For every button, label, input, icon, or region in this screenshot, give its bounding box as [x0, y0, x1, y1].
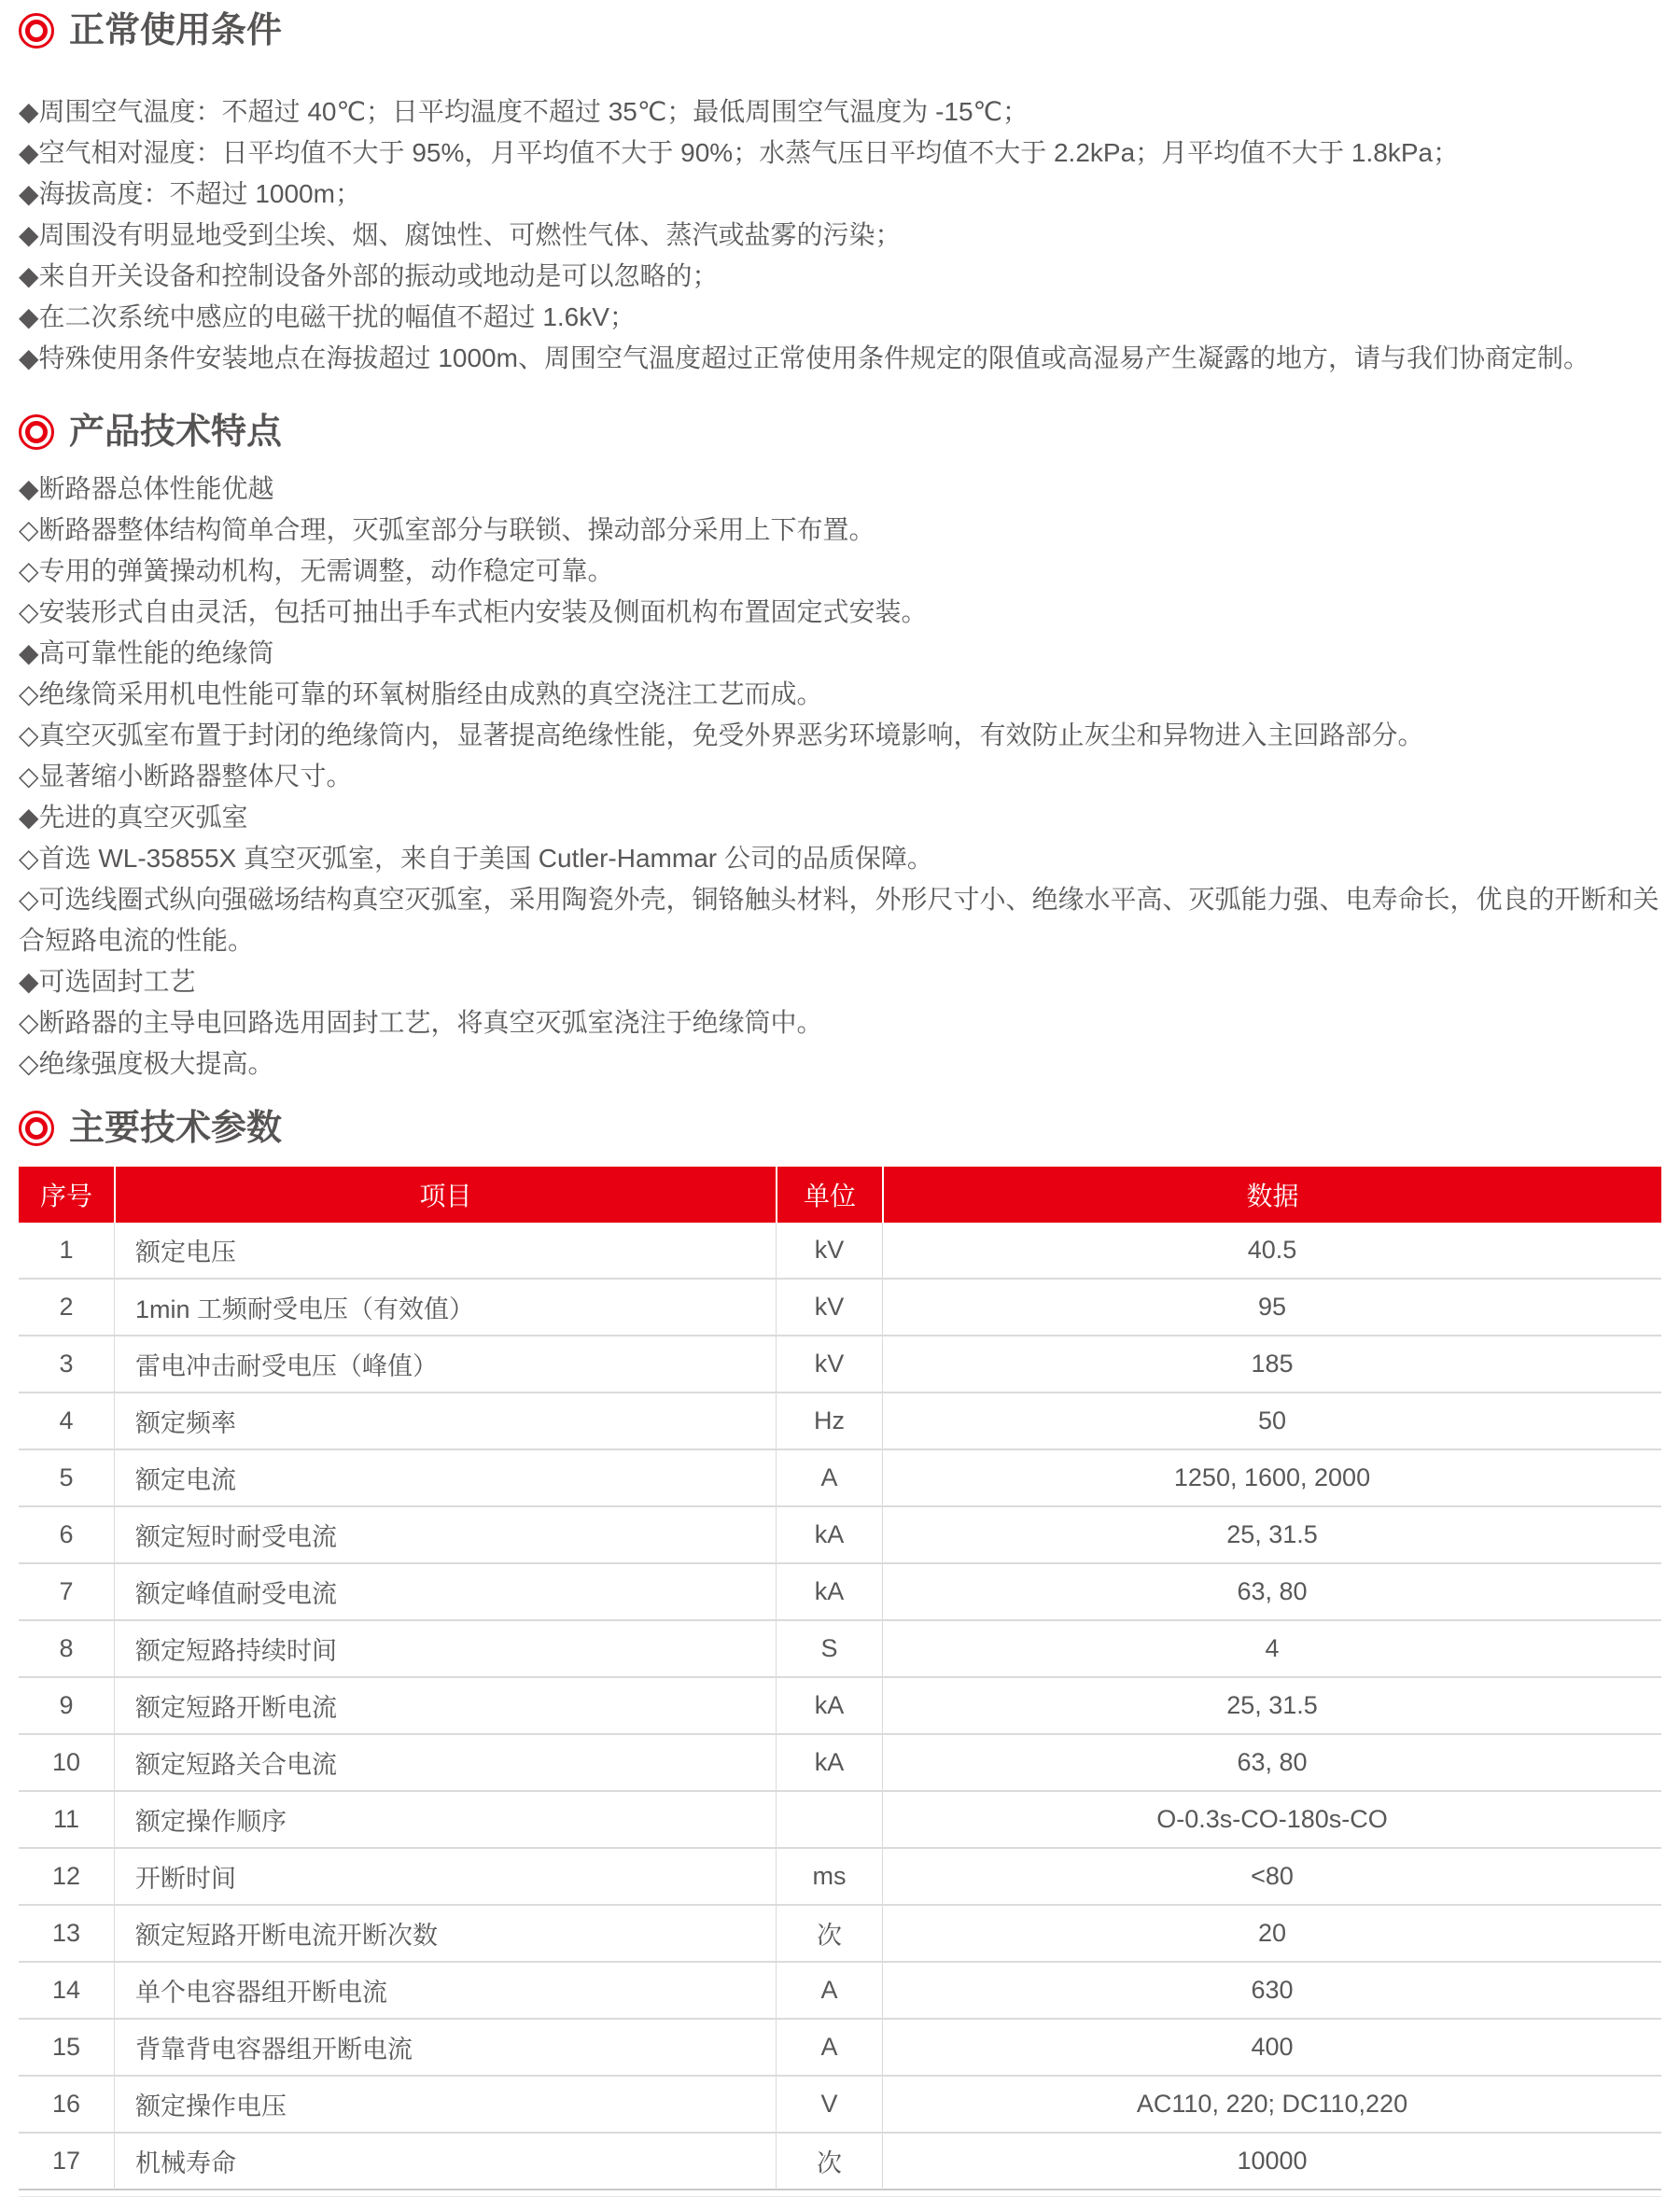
cell-item: 额定短路持续时间: [114, 1619, 776, 1676]
bullet-item: [19, 256, 1661, 297]
double-circle-icon: [19, 13, 54, 49]
table-row: [19, 1676, 1661, 1733]
cell-unit: kV: [776, 1278, 882, 1335]
cell-item: 额定电流: [114, 1448, 776, 1505]
cell-value: 185: [882, 1335, 1661, 1392]
bullet-item: [19, 338, 1661, 379]
cell-value: 630: [882, 1961, 1661, 2018]
table-row: [19, 1847, 1661, 1904]
cell-item: 雷电冲击耐受电压（峰值）: [114, 1335, 776, 1392]
double-circle-icon: [19, 414, 54, 450]
section-title-text: 主要技术参数: [69, 1109, 283, 1148]
diamond-bullet-icon: ◆: [19, 302, 39, 331]
cell-item: 开断时间: [114, 1847, 776, 1904]
bullet-text: 周围没有明显地受到尘埃、烟、腐蚀性、可燃性气体、蒸汽或盐雾的污染；: [38, 220, 902, 249]
cell-seq: 12: [19, 1847, 114, 1904]
table-row: [19, 2132, 1661, 2190]
bullet-text: 显著缩小断路器整体尺寸。: [38, 762, 353, 791]
bullet-item: [19, 133, 1661, 174]
cell-seq: 8: [19, 1619, 114, 1676]
bullet-text: 海拔高度：不超过 1000m；: [38, 179, 361, 208]
table-body: [19, 1223, 1661, 2190]
cell-value: 63, 80: [882, 1733, 1661, 1790]
cell-item: 额定操作顺序: [114, 1790, 776, 1847]
bullet-item: [19, 174, 1661, 215]
table-row: [19, 1223, 1661, 1278]
cell-unit: A: [776, 1448, 882, 1505]
bullet-text: 在二次系统中感应的电磁干扰的幅值不超过 1.6kV；: [38, 302, 636, 331]
bullet-item: [19, 510, 1661, 551]
bullet-item: [19, 1002, 1661, 1043]
bullet-item: [19, 551, 1661, 592]
bullet-item: [19, 961, 1661, 1002]
diamond-bullet-icon: ◇: [19, 844, 39, 873]
diamond-bullet-icon: ◆: [19, 343, 39, 372]
double-circle-icon-inner: [25, 421, 48, 443]
cell-item: 额定操作电压: [114, 2075, 776, 2132]
cell-unit: kA: [776, 1676, 882, 1733]
cell-value: 25, 31.5: [882, 1505, 1661, 1562]
cell-value: 20: [882, 1904, 1661, 1961]
cell-unit: A: [776, 1961, 882, 2018]
bullet-text: 断路器的主导电回路选用固封工艺，将真空灭弧室浇注于绝缘筒中。: [38, 1008, 823, 1037]
table-row: [19, 1790, 1661, 1847]
bullet-text: 特殊使用条件安装地点在海拔超过 1000m、周围空气温度超过正常使用条件规定的限值或高湿易产生凝露的地方，请与我们协商定制。: [38, 343, 1589, 372]
diamond-bullet-icon: ◆: [19, 638, 39, 667]
diamond-bullet-icon: ◇: [19, 721, 39, 749]
bullet-text: 断路器整体结构简单合理，灭弧室部分与联锁、操动部分采用上下布置。: [38, 515, 875, 544]
cell-seq: 3: [19, 1335, 114, 1392]
bullet-item: [19, 1043, 1661, 1085]
bullet-item: [19, 469, 1661, 510]
cell-item: 额定频率: [114, 1392, 776, 1448]
section-title-product-features: [19, 411, 1661, 454]
cell-item: 额定短时耐受电流: [114, 1505, 776, 1562]
cell-value: 63, 80: [882, 1562, 1661, 1619]
diamond-bullet-icon: ◇: [19, 597, 39, 626]
parameters-table: [19, 1167, 1661, 2190]
header-cell-value: 数据: [882, 1167, 1661, 1223]
bullet-text: 绝缘强度极大提高。: [38, 1049, 274, 1078]
bullet-text: 来自开关设备和控制设备外部的振动或地动是可以忽略的；: [38, 261, 719, 290]
cell-seq: 9: [19, 1676, 114, 1733]
section-title-text: 正常使用条件: [69, 11, 283, 50]
header-cell-seq: 序号: [19, 1167, 114, 1223]
cell-value: 25, 31.5: [882, 1676, 1661, 1733]
double-circle-icon-inner: [25, 20, 48, 42]
diamond-bullet-icon: ◆: [19, 261, 39, 290]
cell-unit: A: [776, 2018, 882, 2075]
table-row: [19, 2075, 1661, 2132]
bullet-text: 高可靠性能的绝缘筒: [38, 638, 274, 667]
diamond-bullet-icon: ◆: [19, 179, 39, 208]
diamond-bullet-icon: ◆: [19, 474, 39, 503]
table-row: [19, 1448, 1661, 1505]
cell-seq: 4: [19, 1392, 114, 1448]
section-title-main-parameters: [19, 1107, 1661, 1150]
cell-value: AC110, 220; DC110,220: [882, 2075, 1661, 2132]
bullet-text: 周围空气温度：不超过 40℃；日平均温度不超过 35℃；最低周围空气温度为 -15℃；: [38, 97, 1029, 126]
cell-unit: kV: [776, 1223, 882, 1278]
table-row: [19, 1733, 1661, 1790]
cell-seq: 10: [19, 1733, 114, 1790]
header-cell-item: 项目: [114, 1167, 776, 1223]
diamond-bullet-icon: ◇: [19, 1008, 39, 1037]
table-header-row: [19, 1167, 1661, 1223]
cell-item: 额定短路开断电流: [114, 1676, 776, 1733]
bullet-item: [19, 297, 1661, 338]
diamond-bullet-icon: ◆: [19, 967, 39, 996]
cell-seq: 11: [19, 1790, 114, 1847]
bullet-item: [19, 838, 1661, 879]
section-title-normal-conditions: [19, 9, 1661, 52]
cell-item: 背靠背电容器组开断电流: [114, 2018, 776, 2075]
table-row: [19, 1392, 1661, 1448]
table-row: [19, 2018, 1661, 2075]
cell-unit: Hz: [776, 1392, 882, 1448]
cell-value: 400: [882, 2018, 1661, 2075]
cell-item: 机械寿命: [114, 2132, 776, 2190]
section-normal-conditions: [19, 9, 1661, 379]
diamond-bullet-icon: ◆: [19, 803, 39, 832]
bullet-text: 绝缘筒采用机电性能可靠的环氧树脂经由成熟的真空浇注工艺而成。: [38, 679, 823, 708]
table-row: [19, 1505, 1661, 1562]
cell-value: 95: [882, 1278, 1661, 1335]
cell-value: 4: [882, 1619, 1661, 1676]
cell-seq: 13: [19, 1904, 114, 1961]
bullet-text: 可选固封工艺: [38, 967, 196, 996]
diamond-bullet-icon: ◆: [19, 138, 39, 167]
table-row: [19, 1335, 1661, 1392]
diamond-bullet-icon: ◆: [19, 97, 39, 126]
cell-value: <80: [882, 1847, 1661, 1904]
double-circle-icon: [19, 1111, 54, 1146]
cell-unit: kA: [776, 1562, 882, 1619]
cell-seq: 16: [19, 2075, 114, 2132]
cell-unit: 次: [776, 1904, 882, 1961]
bullet-item: [19, 797, 1661, 838]
bullet-item: [19, 879, 1661, 961]
header-cell-unit: 单位: [776, 1167, 882, 1223]
cell-unit: kA: [776, 1733, 882, 1790]
cell-unit: 次: [776, 2132, 882, 2190]
cell-unit: V: [776, 2075, 882, 2132]
diamond-bullet-icon: ◇: [19, 1049, 39, 1078]
cell-seq: 15: [19, 2018, 114, 2075]
cell-value: 1250, 1600, 2000: [882, 1448, 1661, 1505]
cell-value: 50: [882, 1392, 1661, 1448]
normal-conditions-list: [19, 91, 1661, 379]
cell-seq: 7: [19, 1562, 114, 1619]
table-head: [19, 1167, 1661, 1223]
cell-seq: 17: [19, 2132, 114, 2190]
cell-seq: 2: [19, 1278, 114, 1335]
diamond-bullet-icon: ◇: [19, 515, 39, 544]
bullet-item: [19, 674, 1661, 715]
cell-unit: kV: [776, 1335, 882, 1392]
cell-seq: 6: [19, 1505, 114, 1562]
cell-value: 40.5: [882, 1223, 1661, 1278]
cell-unit: S: [776, 1619, 882, 1676]
section-main-parameters: [19, 1107, 1661, 2190]
table-row: [19, 1278, 1661, 1335]
table-row: [19, 1619, 1661, 1676]
bullet-text: 可选线圈式纵向强磁场结构真空灭弧室，采用陶瓷外壳，铜铬触头材料，外形尺寸小、绝缘水平高、灭弧能力强、电寿命长，优良的开断和关合短路电流的性能。: [19, 885, 1659, 955]
bullet-item: [19, 715, 1661, 756]
bullet-text: 先进的真空灭弧室: [38, 803, 248, 832]
bullet-text: 真空灭弧室布置于封闭的绝缘筒内，显著提高绝缘性能，免受外界恶劣环境影响，有效防止灰尘和异物进入主回路部分。: [38, 721, 1424, 749]
table-row: [19, 1961, 1661, 2018]
table-row: [19, 1562, 1661, 1619]
cell-seq: 5: [19, 1448, 114, 1505]
bullet-item: [19, 215, 1661, 256]
cell-unit: ms: [776, 1847, 882, 1904]
bullet-item: [19, 633, 1661, 674]
diamond-bullet-icon: ◇: [19, 679, 39, 708]
diamond-bullet-icon: ◇: [19, 885, 39, 914]
section-product-features: [19, 411, 1661, 1085]
cell-item: 单个电容器组开断电流: [114, 1961, 776, 2018]
cell-item: 1min 工频耐受电压（有效值）: [114, 1278, 776, 1335]
cell-unit: [776, 1790, 882, 1847]
cell-value: O-0.3s-CO-180s-CO: [882, 1790, 1661, 1847]
diamond-bullet-icon: ◇: [19, 556, 39, 585]
diamond-bullet-icon: ◆: [19, 220, 39, 249]
section-title-text: 产品技术特点: [69, 413, 283, 452]
bullet-text: 专用的弹簧操动机构，无需调整，动作稳定可靠。: [38, 556, 614, 585]
bullet-item: [19, 91, 1661, 133]
bullet-text: 首选 WL-35855X 真空灭弧室，来自于美国 Cutler-Hammar 公司的品质保障。: [38, 844, 933, 873]
double-circle-icon-inner: [25, 1117, 48, 1140]
cell-unit: kA: [776, 1505, 882, 1562]
bullet-item: [19, 756, 1661, 797]
cell-item: 额定短路开断电流开断次数: [114, 1904, 776, 1961]
cell-item: 额定短路关合电流: [114, 1733, 776, 1790]
cell-item: 额定峰值耐受电流: [114, 1562, 776, 1619]
diamond-bullet-icon: ◇: [19, 762, 39, 791]
cell-value: 10000: [882, 2132, 1661, 2190]
bullet-text: 空气相对湿度：日平均值不大于 95%，月平均值不大于 90%；水蒸气压日平均值不大于 2.2kPa；月平均值不大于 1.8kPa；: [38, 138, 1460, 167]
bullet-item: [19, 592, 1661, 633]
cell-seq: 14: [19, 1961, 114, 2018]
cell-seq: 1: [19, 1223, 114, 1278]
bullet-text: 安装形式自由灵活，包括可抽出手车式柜内安装及侧面机构布置固定式安装。: [38, 597, 928, 626]
cell-item: 额定电压: [114, 1223, 776, 1278]
product-features-list: [19, 469, 1661, 1085]
table-row: [19, 1904, 1661, 1961]
bullet-text: 断路器总体性能优越: [38, 474, 274, 503]
